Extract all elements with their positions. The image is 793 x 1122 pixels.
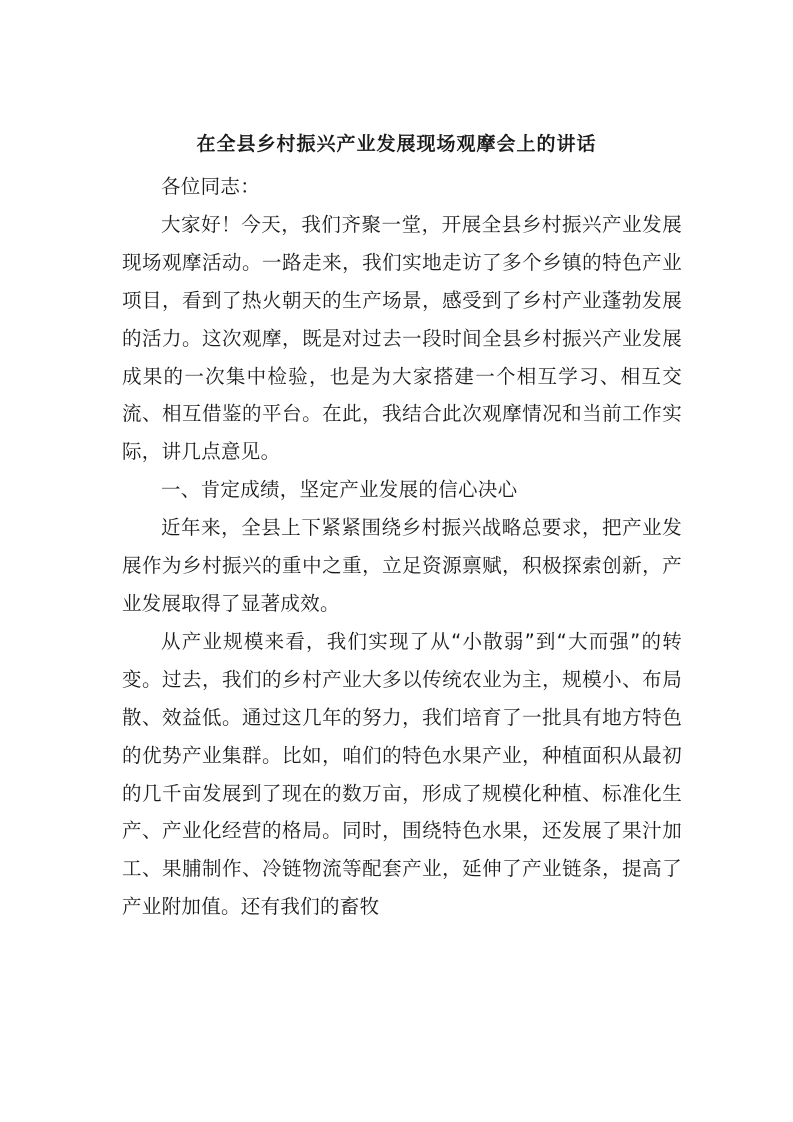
paragraph-industry-scale: 从产业规模来看，我们实现了从“小散弱”到“大而强”的转变。过去，我们的乡村产业大多以传统农业为主，规模小、布局散、效益低。通过这几年的努力，我们培育了一批具有地方特色的优势产业集群。比如，咱们的特色水果产业，种植面积从最初的几千亩发展到了现在的数万亩，形成了规模化种植、标准化生产、产业化经营的格局。同时，围绕特色水果，还发展了果汁加工、果脯制作、冷链物流等配套产业，延伸了产业链条，提高了产业附加值。还有我们的畜牧 bbox=[122, 629, 682, 919]
greeting: 各位同志： bbox=[161, 175, 261, 198]
paragraph-opening: 大家好！今天，我们齐聚一堂，开展全县乡村振兴产业发展现场观摩活动。一路走来，我们实地走访了多个乡镇的特色产业项目，看到了热火朝天的生产场景，感受到了乡村产业蓬勃发展的活力。这次观摩，既是对过去一段时间全县乡村振兴产业发展成果的一次集中检验，也是为大家搭建一个相互学习、相互交流、相互借鉴的平台。在此，我结合此次观摩情况和当前工作实际，讲几点意见。 bbox=[122, 212, 682, 464]
paragraph-achievements-intro: 近年来，全县上下紧紧围绕乡村振兴战略总要求，把产业发展作为乡村振兴的重中之重，立足资源禀赋，积极探索创新，产业发展取得了显著成效。 bbox=[122, 516, 682, 615]
document-body bbox=[122, 168, 682, 926]
section-heading-1: 一、肯定成绩，坚定产业发展的信心决心 bbox=[161, 478, 518, 502]
document-title: 在全县乡村振兴产业发展现场观摩会上的讲话 bbox=[196, 133, 597, 155]
